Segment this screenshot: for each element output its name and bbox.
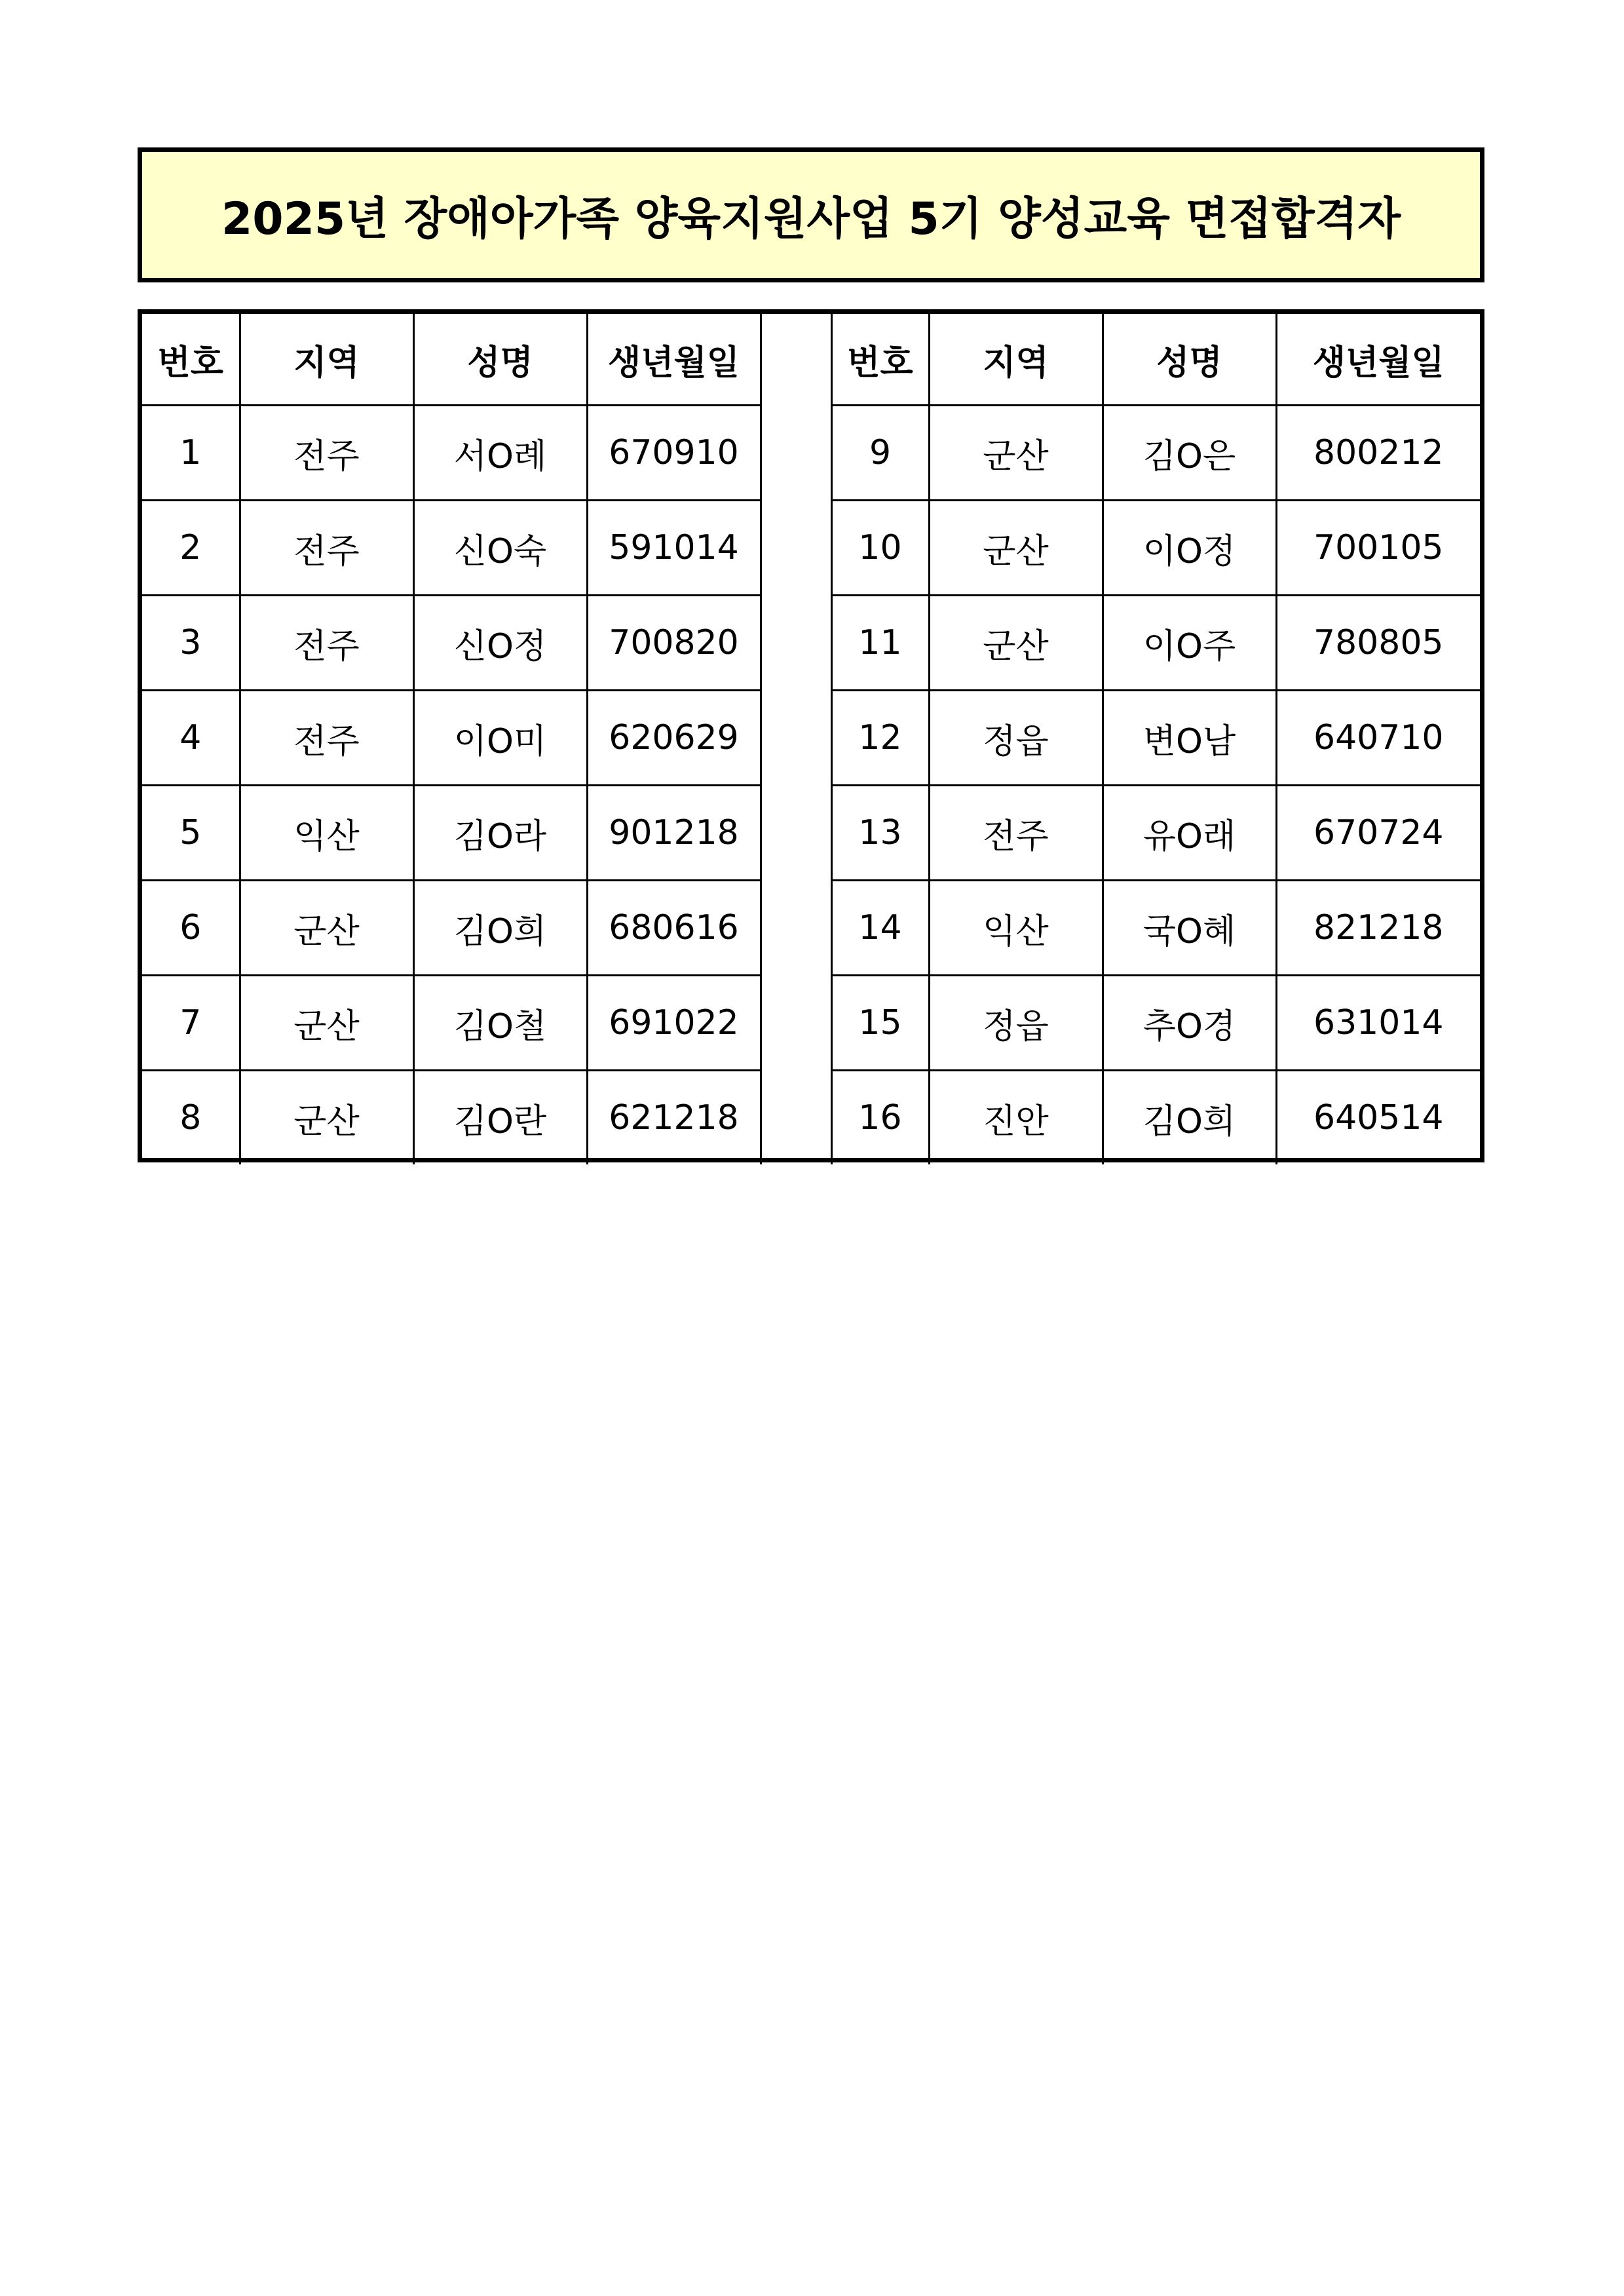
cell-region-right: 군산 [929,501,1103,596]
cell-no-right: 11 [831,596,929,691]
cell-birth-right: 800212 [1276,406,1480,501]
cell-name-left: 서O례 [413,406,587,501]
table-row [142,406,1480,501]
cell-name-left: 신O숙 [413,501,587,596]
cell-region-left: 전주 [240,691,413,786]
header-region-left: 지역 [240,314,413,406]
cell-region-left: 전주 [240,501,413,596]
header-row [142,314,1480,406]
cell-name-right: 추O경 [1103,976,1276,1071]
cell-birth-left: 700820 [587,596,761,691]
cell-name-left: 김O란 [413,1071,587,1165]
cell-no-left: 8 [142,1071,240,1165]
cell-birth-left: 621218 [587,1071,761,1165]
cell-no-right: 13 [831,786,929,881]
cell-birth-left: 680616 [587,881,761,976]
cell-name-right: 국O혜 [1103,881,1276,976]
table-row [142,1071,1480,1165]
title-box [138,147,1484,282]
cell-name-right: 변O남 [1103,691,1276,786]
column-gap [761,406,831,501]
table-row [142,691,1480,786]
cell-name-right: 이O정 [1103,501,1276,596]
column-gap [761,501,831,596]
column-gap [761,786,831,881]
cell-no-right: 16 [831,1071,929,1165]
cell-birth-right: 640514 [1276,1071,1480,1165]
roster-table [142,314,1480,1164]
cell-birth-right: 700105 [1276,501,1480,596]
column-gap [761,314,831,406]
cell-no-right: 12 [831,691,929,786]
cell-no-left: 1 [142,406,240,501]
cell-name-left: 김O철 [413,976,587,1071]
cell-birth-right: 640710 [1276,691,1480,786]
cell-name-left: 김O라 [413,786,587,881]
cell-region-right: 군산 [929,596,1103,691]
cell-region-left: 군산 [240,881,413,976]
cell-region-left: 전주 [240,406,413,501]
cell-no-left: 6 [142,881,240,976]
page-title: 2025년 장애아가족 양육지원사업 5기 양성교육 면접합격자 [221,193,1401,245]
table-row [142,881,1480,976]
cell-region-right: 군산 [929,406,1103,501]
cell-no-right: 15 [831,976,929,1071]
cell-no-left: 3 [142,596,240,691]
header-no-left: 번호 [142,314,240,406]
cell-name-left: 신O정 [413,596,587,691]
cell-birth-left: 620629 [587,691,761,786]
cell-birth-left: 901218 [587,786,761,881]
cell-birth-right: 780805 [1276,596,1480,691]
cell-no-left: 7 [142,976,240,1071]
roster-table-frame [138,309,1484,1162]
cell-region-right: 정읍 [929,691,1103,786]
cell-birth-left: 591014 [587,501,761,596]
cell-region-right: 진안 [929,1071,1103,1165]
cell-no-left: 4 [142,691,240,786]
cell-no-right: 14 [831,881,929,976]
cell-region-right: 전주 [929,786,1103,881]
header-birth-right: 생년월일 [1276,314,1480,406]
cell-birth-left: 691022 [587,976,761,1071]
column-gap [761,691,831,786]
cell-region-left: 군산 [240,1071,413,1165]
cell-region-right: 정읍 [929,976,1103,1071]
cell-birth-right: 821218 [1276,881,1480,976]
column-gap [761,1071,831,1165]
cell-region-left: 전주 [240,596,413,691]
cell-region-left: 익산 [240,786,413,881]
cell-no-left: 2 [142,501,240,596]
column-gap [761,881,831,976]
cell-region-right: 익산 [929,881,1103,976]
header-birth-left: 생년월일 [587,314,761,406]
header-no-right: 번호 [831,314,929,406]
cell-region-left: 군산 [240,976,413,1071]
header-name-right: 성명 [1103,314,1276,406]
cell-name-right: 김O은 [1103,406,1276,501]
cell-no-right: 10 [831,501,929,596]
cell-name-left: 김O희 [413,881,587,976]
roster-body [142,406,1480,1165]
cell-name-left: 이O미 [413,691,587,786]
header-region-right: 지역 [929,314,1103,406]
cell-no-left: 5 [142,786,240,881]
cell-name-right: 유O래 [1103,786,1276,881]
cell-birth-left: 670910 [587,406,761,501]
cell-birth-right: 670724 [1276,786,1480,881]
column-gap [761,976,831,1071]
table-row [142,596,1480,691]
cell-birth-right: 631014 [1276,976,1480,1071]
cell-name-right: 이O주 [1103,596,1276,691]
header-name-left: 성명 [413,314,587,406]
cell-name-right: 김O희 [1103,1071,1276,1165]
table-row [142,786,1480,881]
column-gap [761,596,831,691]
cell-no-right: 9 [831,406,929,501]
table-row [142,976,1480,1071]
table-row [142,501,1480,596]
